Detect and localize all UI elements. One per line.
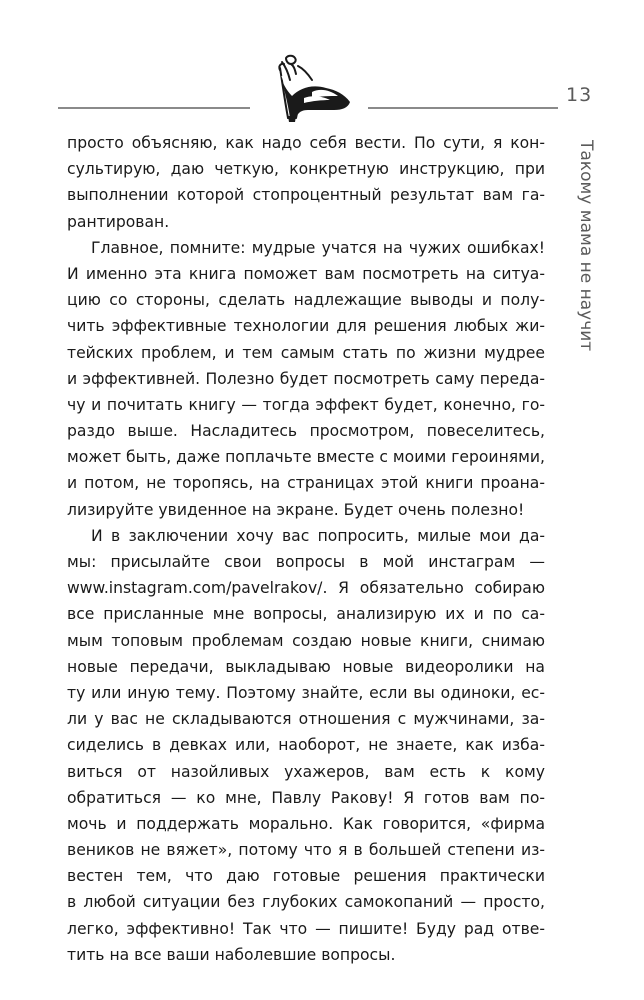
- text-line: и потом, не торопясь, на страницах этой книги проана-: [67, 474, 545, 493]
- text-line: и эффективней. Полезно будет посмотреть саму переда-: [67, 369, 545, 388]
- text-line: И в заключении хочу вас попросить, милые мои да-: [91, 526, 545, 545]
- text-line: виться от назойливых ухажеров, вам есть к кому: [67, 762, 545, 781]
- text-line: легко, эффективно! Так что — пишите! Буду рад отве-: [67, 919, 545, 938]
- page-number: 13: [566, 84, 593, 106]
- text-line: www.instagram.com/pavelrakov/. Я обязательно собираю: [67, 579, 545, 598]
- text-line: раздо выше. Насладитесь просмотром, повеселитесь,: [67, 422, 545, 441]
- text-line: вестен тем, что даю готовые решения практически: [67, 867, 545, 886]
- paragraph-1: [67, 130, 545, 235]
- text-line: новые передачи, выкладываю новые видеоролики на: [67, 657, 545, 676]
- text-line: ту или иную тему. Поэтому знайте, если вы одиноки, ес-: [67, 683, 545, 702]
- text-line: веников не вяжет», потому что я в большей степени из-: [67, 841, 545, 860]
- text-line: тить на все ваши наболевшие вопросы.: [67, 945, 396, 964]
- text-line: лизируйте увиденное на экране. Будет очень полезно!: [67, 500, 525, 519]
- high-heel-shoe-icon: [268, 52, 354, 124]
- text-line: обратиться — ко мне, Павлу Ракову! Я готов вам по-: [67, 788, 545, 807]
- text-line: мочь и поддержать морально. Как говорится, «фирма: [67, 814, 545, 833]
- text-line: мым топовым проблемам создаю новые книги, снимаю: [67, 631, 545, 650]
- paragraph-3: [67, 523, 545, 968]
- text-line: сультирую, даю четкую, конкретную инструкцию, при: [67, 160, 545, 179]
- text-line: Главное, помните: мудрые учатся на чужих ошибках!: [91, 238, 545, 257]
- text-line: тейских проблем, и тем самым стать по жизни мудрее: [67, 343, 545, 362]
- text-line: выполнении которой стопроцентный результат вам га-: [67, 186, 545, 205]
- text-line: И именно эта книга поможет вам посмотреть на ситуа-: [67, 264, 545, 283]
- text-line: сиделись в девках или, наоборот, не знаете, как изба-: [67, 736, 545, 755]
- header-rule-right: [368, 107, 558, 109]
- text-line: чить эффективные технологии для решения любых жи-: [67, 317, 545, 336]
- text-line: чу и почитать книгу — тогда эффект будет, конечно, го-: [67, 395, 545, 414]
- body-text: [67, 130, 545, 968]
- text-line: ли у вас не складываются отношения с мужчинами, за-: [67, 710, 545, 729]
- text-line: может быть, даже поплачьте вместе с моими героинями,: [67, 448, 545, 467]
- header-rule-left: [58, 107, 250, 109]
- paragraph-2: [67, 235, 545, 523]
- running-title-text: Такому мама не научит: [576, 140, 596, 352]
- text-line: в любой ситуации без глубоких самокопаний — просто,: [67, 893, 545, 912]
- text-line: рантирован.: [67, 212, 170, 231]
- text-line: цию со стороны, сделать надлежащие выводы и полу-: [67, 291, 545, 310]
- text-line: просто объясняю, как надо себя вести. По сути, я кон-: [67, 134, 545, 152]
- text-line: все присланные мне вопросы, анализирую их и по са-: [67, 605, 545, 624]
- text-line: мы: присылайте свои вопросы в мой инстаграм —: [67, 553, 545, 571]
